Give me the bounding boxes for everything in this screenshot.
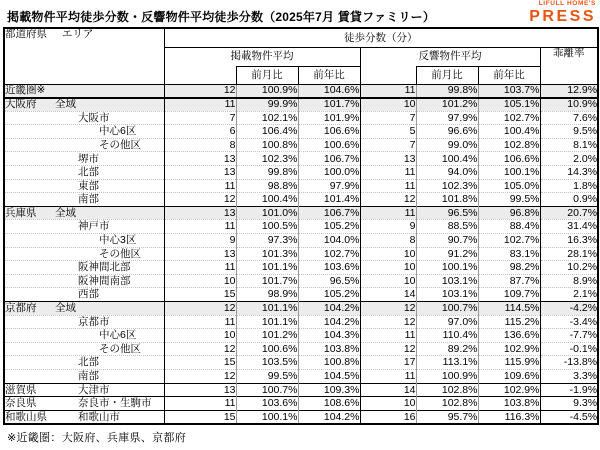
value-cell: 13 (164, 206, 236, 220)
value-cell: 7 (164, 111, 236, 125)
value-cell: 12 (360, 342, 416, 356)
area-label: 全域 (55, 302, 76, 315)
value-cell: -13.8% (540, 356, 598, 370)
value-cell: 104.6% (298, 84, 360, 98)
value-cell: 12 (360, 315, 416, 329)
header-response-average: 反響物件平均 (360, 47, 540, 66)
value-cell: 113.1% (416, 356, 478, 370)
value-cell: 11 (360, 166, 416, 180)
value-cell: 100.8% (236, 138, 298, 152)
value-cell: 101.2% (416, 98, 478, 112)
value-cell: 11 (164, 261, 236, 275)
value-cell: 89.2% (416, 342, 478, 356)
value-cell: 97.3% (236, 234, 298, 248)
value-cell: 103.8% (478, 397, 540, 411)
value-cell: 100.4% (236, 193, 298, 207)
prefecture-label: 近畿圏※ (5, 84, 46, 97)
value-cell: -0.1% (540, 342, 598, 356)
value-cell: 9 (360, 220, 416, 234)
table-row (4, 369, 598, 383)
value-cell: 99.5% (478, 193, 540, 207)
area-label: 全域 (55, 206, 76, 219)
value-cell: 12 (164, 369, 236, 383)
prefecture-label: 奈良県 (5, 397, 37, 410)
value-cell: 12 (360, 193, 416, 207)
value-cell: 88.5% (416, 220, 478, 234)
value-cell: 15 (164, 410, 236, 424)
value-cell: -7.7% (540, 329, 598, 343)
value-cell: 11 (360, 206, 416, 220)
value-cell: 14 (360, 288, 416, 302)
area-label: 西部 (78, 288, 99, 301)
prefecture-label: 京都府 (5, 302, 37, 315)
top-bar (0, 0, 600, 27)
area-label: 南部 (78, 193, 99, 206)
value-cell: 11 (360, 179, 416, 193)
header-walk-minutes: 徒歩分数（分） (164, 28, 598, 47)
value-cell: 101.2% (236, 329, 298, 343)
header-area-label: エリア (61, 28, 94, 40)
value-cell: -4.2% (540, 302, 598, 316)
region-cell (4, 152, 164, 166)
value-cell: 105.2% (298, 288, 360, 302)
value-cell: 13 (164, 247, 236, 261)
table-row (4, 84, 598, 98)
value-cell: 87.7% (478, 274, 540, 288)
value-cell: 102.3% (236, 152, 298, 166)
value-cell: 103.6% (236, 397, 298, 411)
value-cell: 8 (164, 138, 236, 152)
value-cell: 97.9% (416, 111, 478, 125)
value-cell: 103.1% (416, 274, 478, 288)
value-cell: 15 (164, 356, 236, 370)
value-cell: 20.7% (540, 206, 598, 220)
logo-brand-text: LIFULL HOME'S (538, 0, 596, 7)
header-response-yoy: 前年比 (478, 66, 540, 84)
region-cell (4, 410, 164, 424)
value-cell: 103.6% (298, 261, 360, 275)
region-cell (4, 193, 164, 207)
table-row (4, 193, 598, 207)
area-label: 阪神間南部 (78, 274, 131, 287)
value-cell: 99.8% (416, 84, 478, 98)
value-cell: 103.7% (478, 84, 540, 98)
value-cell: 12.9% (540, 84, 598, 98)
value-cell: 14.3% (540, 166, 598, 180)
value-cell: 10 (360, 397, 416, 411)
region-cell (4, 179, 164, 193)
value-cell: 109.6% (478, 369, 540, 383)
table-row (4, 288, 598, 302)
table-row (4, 410, 598, 424)
value-cell: 7 (360, 138, 416, 152)
value-cell: 104.0% (298, 234, 360, 248)
value-cell: 114.5% (478, 302, 540, 316)
value-cell: 10 (360, 274, 416, 288)
value-cell: 96.5% (416, 206, 478, 220)
region-cell (4, 315, 164, 329)
value-cell: 10 (164, 274, 236, 288)
value-cell: 96.5% (298, 274, 360, 288)
header-response-value-spacer (360, 66, 416, 84)
prefecture-label: 兵庫県 (5, 206, 37, 219)
value-cell: 31.4% (540, 220, 598, 234)
value-cell: 7 (360, 111, 416, 125)
value-cell: 106.6% (478, 152, 540, 166)
region-cell (4, 247, 164, 261)
value-cell: 100.8% (298, 356, 360, 370)
value-cell: 108.6% (298, 397, 360, 411)
value-cell: 109.3% (298, 383, 360, 397)
lifull-homes-press-logo (529, 1, 596, 25)
value-cell: 100.1% (478, 166, 540, 180)
value-cell: -4.5% (540, 410, 598, 424)
value-cell: 103.1% (416, 288, 478, 302)
value-cell: 102.8% (416, 383, 478, 397)
table-row (4, 166, 598, 180)
prefecture-label: 大阪府 (5, 98, 37, 111)
value-cell: 103.5% (236, 356, 298, 370)
region-cell (4, 261, 164, 275)
value-cell: 13 (164, 383, 236, 397)
table-body (4, 84, 598, 424)
value-cell: 100.4% (478, 125, 540, 139)
header-listed-value-spacer (164, 66, 236, 84)
area-label: 東部 (78, 179, 99, 192)
value-cell: 16 (360, 410, 416, 424)
value-cell: 102.3% (416, 179, 478, 193)
region-cell (4, 166, 164, 180)
value-cell: 12 (164, 302, 236, 316)
header-response-mom: 前月比 (416, 66, 478, 84)
table-row (4, 152, 598, 166)
region-cell (4, 383, 164, 397)
region-cell (4, 329, 164, 343)
value-cell: 115.2% (478, 315, 540, 329)
value-cell: 88.4% (478, 220, 540, 234)
area-label: 奈良市・生駒市 (78, 397, 152, 410)
region-cell (4, 206, 164, 220)
area-label: 中心3区 (99, 234, 137, 247)
header-deviation-rate: 乖離率 (540, 47, 598, 84)
value-cell: 101.1% (236, 315, 298, 329)
value-cell: 102.8% (478, 138, 540, 152)
value-cell: 100.1% (416, 261, 478, 275)
value-cell: 106.7% (298, 152, 360, 166)
table-row (4, 274, 598, 288)
value-cell: -1.9% (540, 383, 598, 397)
prefecture-label: 滋賀県 (5, 383, 37, 396)
region-cell (4, 84, 164, 98)
value-cell: 11 (164, 98, 236, 112)
value-cell: 100.6% (298, 138, 360, 152)
region-cell (4, 220, 164, 234)
region-cell (4, 138, 164, 152)
value-cell: 100.1% (236, 410, 298, 424)
table-row (4, 356, 598, 370)
region-cell (4, 369, 164, 383)
value-cell: 97.9% (298, 179, 360, 193)
table-row (4, 138, 598, 152)
table-row (4, 206, 598, 220)
value-cell: 103.8% (298, 342, 360, 356)
table-row (4, 234, 598, 248)
value-cell: 98.9% (236, 288, 298, 302)
area-label: 全域 (55, 98, 76, 111)
table-header (4, 28, 598, 84)
area-label: 大阪市 (78, 111, 110, 124)
value-cell: 11 (360, 369, 416, 383)
value-cell: 102.8% (416, 397, 478, 411)
value-cell: 9 (164, 234, 236, 248)
value-cell: 102.7% (478, 111, 540, 125)
value-cell: 12 (360, 302, 416, 316)
value-cell: 101.3% (236, 247, 298, 261)
value-cell: 104.2% (298, 315, 360, 329)
value-cell: 99.8% (236, 166, 298, 180)
region-cell (4, 288, 164, 302)
value-cell: 116.3% (478, 410, 540, 424)
table-row (4, 329, 598, 343)
value-cell: 13 (164, 166, 236, 180)
prefecture-label: 和歌山県 (5, 410, 47, 423)
value-cell: 0.9% (540, 193, 598, 207)
table-row (4, 383, 598, 397)
header-listed-mom: 前月比 (236, 66, 298, 84)
table-row (4, 98, 598, 112)
area-label: 神戸市 (78, 220, 110, 233)
value-cell: 110.4% (416, 329, 478, 343)
value-cell: 11 (360, 329, 416, 343)
value-cell: 6 (164, 125, 236, 139)
value-cell: 3.3% (540, 369, 598, 383)
table-row (4, 179, 598, 193)
table-row (4, 342, 598, 356)
table-row (4, 111, 598, 125)
value-cell: 9.3% (540, 397, 598, 411)
value-cell: 106.4% (236, 125, 298, 139)
value-cell: 96.6% (416, 125, 478, 139)
value-cell: 9.5% (540, 125, 598, 139)
value-cell: 90.7% (416, 234, 478, 248)
table-row (4, 261, 598, 275)
value-cell: 101.4% (298, 193, 360, 207)
area-label: 和歌山市 (78, 410, 120, 423)
value-cell: 99.9% (236, 98, 298, 112)
value-cell: 94.0% (416, 166, 478, 180)
value-cell: 99.5% (236, 369, 298, 383)
value-cell: 100.0% (298, 166, 360, 180)
value-cell: 104.2% (298, 302, 360, 316)
footnote: ※近畿圏：大阪府、兵庫県、京都府 (7, 431, 187, 444)
area-label: その他区 (99, 342, 141, 355)
value-cell: 15 (164, 288, 236, 302)
value-cell: 105.1% (478, 98, 540, 112)
logo-press-text: PRESS (529, 7, 596, 25)
region-cell (4, 98, 164, 112)
value-cell: 109.7% (478, 288, 540, 302)
value-cell: 16.3% (540, 234, 598, 248)
value-cell: 8.9% (540, 274, 598, 288)
page-title: 掲載物件平均徒歩分数・反響物件平均徒歩分数（2025年7月 賃貸ファミリー） (7, 10, 436, 24)
value-cell: 11 (164, 220, 236, 234)
value-cell: 96.8% (478, 206, 540, 220)
value-cell: 13 (360, 152, 416, 166)
value-cell: 10.9% (540, 98, 598, 112)
value-cell: 101.7% (298, 98, 360, 112)
header-region (4, 28, 164, 84)
value-cell: 115.9% (478, 356, 540, 370)
table-row (4, 302, 598, 316)
value-cell: 11 (164, 315, 236, 329)
value-cell: 100.9% (236, 84, 298, 98)
value-cell: 106.6% (298, 125, 360, 139)
region-cell (4, 234, 164, 248)
value-cell: 10 (164, 329, 236, 343)
value-cell: 100.6% (236, 342, 298, 356)
value-cell: 104.5% (298, 369, 360, 383)
header-prefecture-label: 都道府県 (5, 28, 47, 40)
area-label: 阪神間北部 (78, 261, 131, 274)
value-cell: 105.0% (478, 179, 540, 193)
value-cell: 1.8% (540, 179, 598, 193)
region-cell (4, 342, 164, 356)
value-cell: 136.6% (478, 329, 540, 343)
region-cell (4, 356, 164, 370)
value-cell: 8.1% (540, 138, 598, 152)
area-label: 京都市 (78, 315, 110, 328)
value-cell: 83.1% (478, 247, 540, 261)
value-cell: 101.9% (298, 111, 360, 125)
value-cell: 10 (360, 261, 416, 275)
area-label: 大津市 (78, 383, 110, 396)
value-cell: 101.0% (236, 206, 298, 220)
value-cell: 5 (360, 125, 416, 139)
value-cell: 100.7% (236, 383, 298, 397)
area-label: その他区 (99, 247, 141, 260)
value-cell: 91.2% (416, 247, 478, 261)
value-cell: 102.9% (478, 383, 540, 397)
value-cell: 99.0% (416, 138, 478, 152)
value-cell: 10 (360, 247, 416, 261)
value-cell: -3.4% (540, 315, 598, 329)
value-cell: 106.7% (298, 206, 360, 220)
area-label: 中心6区 (99, 125, 137, 138)
value-cell: 101.7% (236, 274, 298, 288)
value-cell: 8 (360, 234, 416, 248)
value-cell: 11 (164, 179, 236, 193)
value-cell: 28.1% (540, 247, 598, 261)
value-cell: 12 (164, 193, 236, 207)
area-label: 北部 (78, 356, 99, 369)
table-row (4, 397, 598, 411)
value-cell: 102.7% (298, 247, 360, 261)
value-cell: 100.4% (416, 152, 478, 166)
area-label: 中心6区 (99, 329, 137, 342)
value-cell: 102.7% (478, 234, 540, 248)
value-cell: 101.8% (416, 193, 478, 207)
value-cell: 10 (360, 98, 416, 112)
area-label: 堺市 (78, 152, 99, 165)
value-cell: 7.6% (540, 111, 598, 125)
value-cell: 98.8% (236, 179, 298, 193)
value-cell: 104.2% (298, 410, 360, 424)
area-label: その他区 (99, 138, 141, 151)
value-cell: 105.2% (298, 220, 360, 234)
region-cell (4, 111, 164, 125)
table-row (4, 315, 598, 329)
table-row (4, 247, 598, 261)
header-listed-average: 掲載物件平均 (164, 47, 360, 66)
value-cell: 11 (360, 84, 416, 98)
value-cell: 12 (164, 342, 236, 356)
value-cell: 2.1% (540, 288, 598, 302)
table-row (4, 125, 598, 139)
value-cell: 95.7% (416, 410, 478, 424)
area-label: 南部 (78, 370, 99, 383)
value-cell: 102.9% (478, 342, 540, 356)
value-cell: 2.0% (540, 152, 598, 166)
value-cell: 12 (164, 84, 236, 98)
region-cell (4, 302, 164, 316)
value-cell: 10.2% (540, 261, 598, 275)
value-cell: 11 (164, 397, 236, 411)
value-cell: 17 (360, 356, 416, 370)
value-cell: 100.9% (416, 369, 478, 383)
value-cell: 100.7% (416, 302, 478, 316)
value-cell: 97.0% (416, 315, 478, 329)
value-cell: 14 (360, 383, 416, 397)
table-row (4, 220, 598, 234)
region-cell (4, 125, 164, 139)
value-cell: 13 (164, 152, 236, 166)
value-cell: 98.2% (478, 261, 540, 275)
value-cell: 101.1% (236, 261, 298, 275)
value-cell: 100.5% (236, 220, 298, 234)
value-cell: 101.1% (236, 302, 298, 316)
header-listed-yoy: 前年比 (298, 66, 360, 84)
area-label: 北部 (78, 166, 99, 179)
walk-minutes-table (3, 27, 599, 425)
value-cell: 104.3% (298, 329, 360, 343)
region-cell (4, 274, 164, 288)
region-cell (4, 397, 164, 411)
value-cell: 102.1% (236, 111, 298, 125)
